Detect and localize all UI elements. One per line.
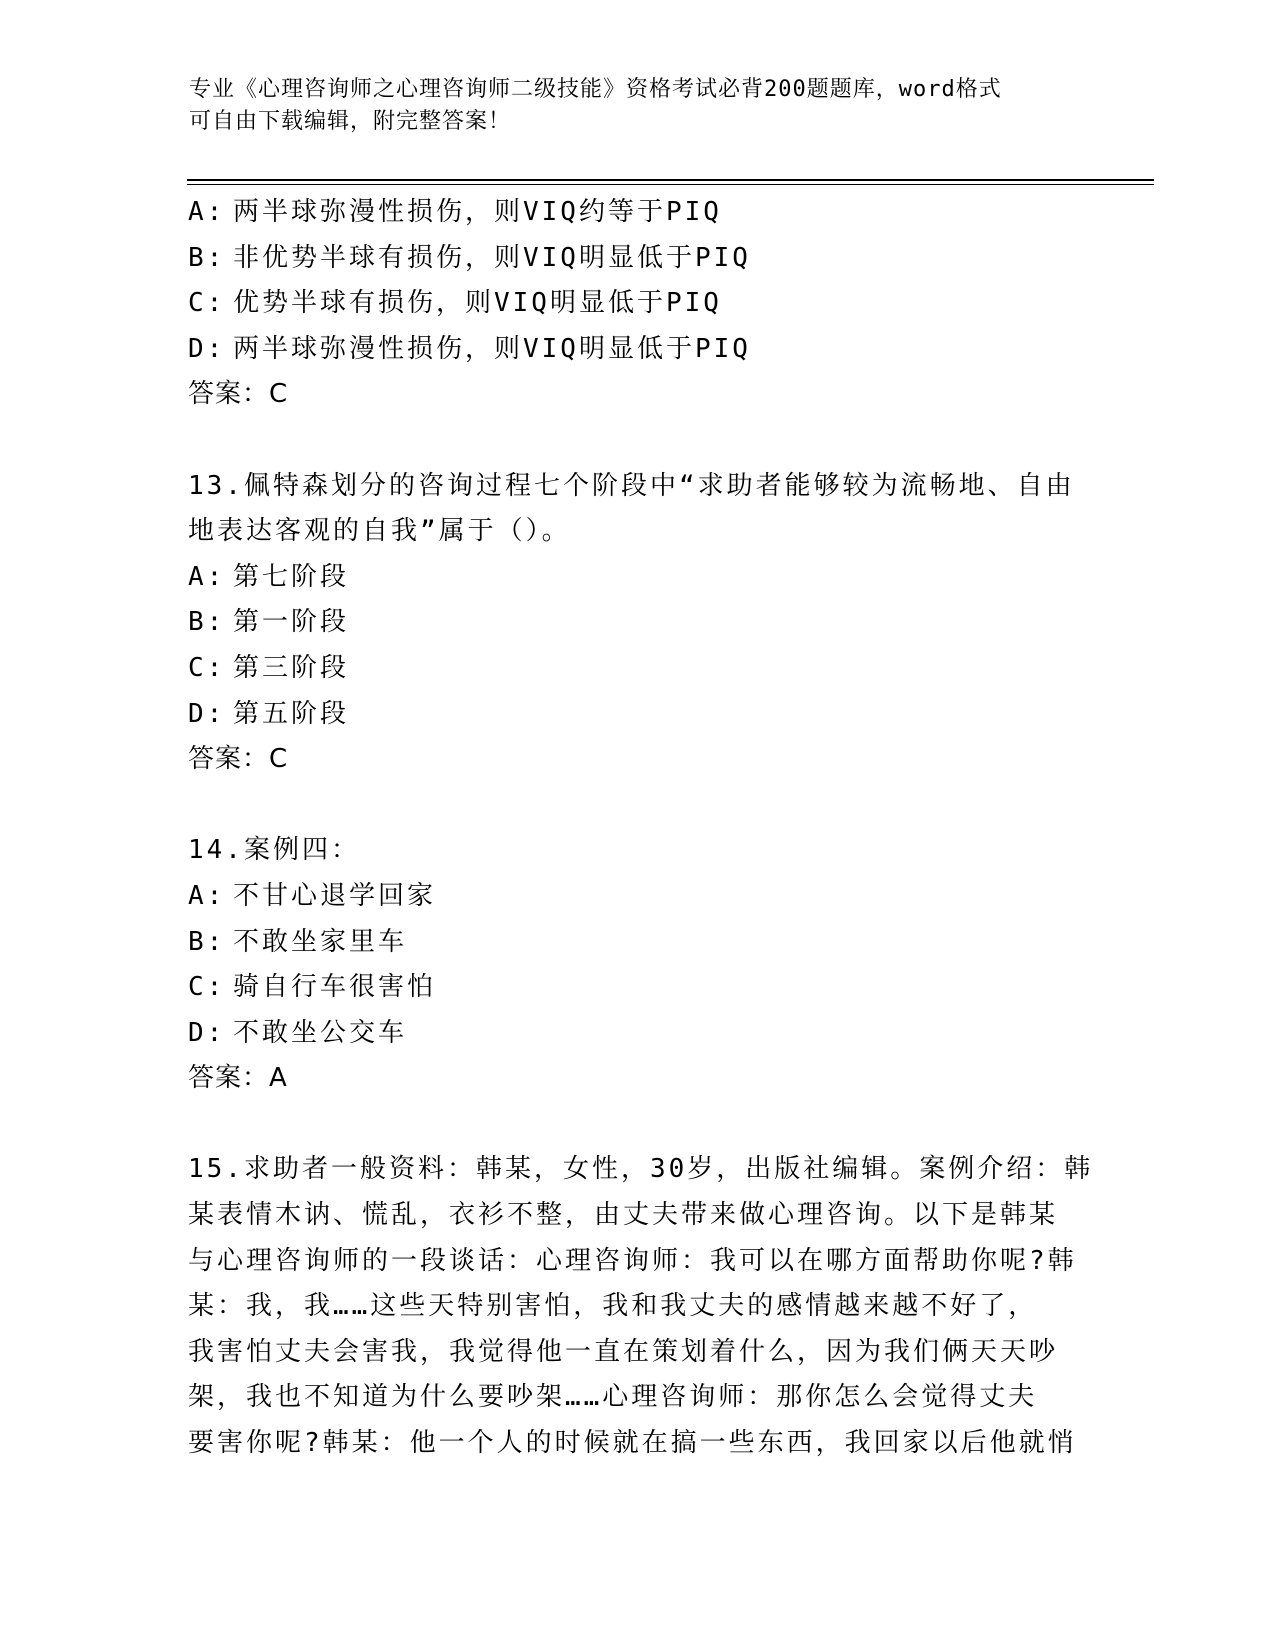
option-c	[188, 281, 1088, 327]
header-rule-thick	[187, 179, 1154, 181]
question-text-line: 我害怕丈夫会害我，我觉得他一直在策划着什么，因为我们俩天天吵	[188, 1336, 1059, 1367]
answer: 答案：C	[188, 744, 289, 775]
question-text-line: 要害你呢?韩某：他一个人的时候就在搞一些东西，我回家以后他就悄	[188, 1428, 1077, 1459]
spacer	[188, 783, 1088, 829]
option-label: C:	[188, 288, 226, 319]
spacer	[188, 418, 1088, 464]
option-text: 不甘心退学回家	[233, 880, 437, 911]
option-label: D:	[188, 698, 226, 729]
option-text: 不敢坐公交车	[233, 1017, 408, 1048]
option-text: 第五阶段	[233, 698, 350, 729]
question-text-line: 架，我也不知道为什么要吵架……心理咨询师：那你怎么会觉得丈夫	[188, 1382, 1038, 1413]
answer: 答案：A	[188, 1063, 288, 1094]
option-b	[188, 236, 1088, 282]
option-d	[188, 692, 1088, 738]
question-text-line: 某：我，我……这些天特别害怕，我和我丈夫的感情越来越不好了，	[188, 1291, 1038, 1322]
question-list	[188, 190, 1094, 1467]
question-text-line: 某表情木讷、慌乱，衣衫不整，由丈夫带来做心理咨询。以下是韩某	[188, 1200, 1059, 1231]
option-d	[188, 327, 1088, 373]
option-text: 非优势半球有损伤，则VIQ明显低于PIQ	[233, 242, 751, 273]
option-text: 优势半球有损伤，则VIQ明显低于PIQ	[233, 288, 722, 319]
option-text: 第三阶段	[233, 652, 350, 683]
question-text-line: 地表达客观的自我”属于（）。	[188, 516, 571, 547]
option-label: C:	[188, 972, 226, 1003]
question-text-line: 15.求助者一般资料：韩某，女性，30岁，出版社编辑。案例介绍：韩	[188, 1154, 1094, 1185]
option-b	[188, 920, 1088, 966]
option-label: D:	[188, 1017, 226, 1048]
option-label: C:	[188, 652, 226, 683]
option-label: A:	[188, 880, 226, 911]
option-text: 第一阶段	[233, 607, 350, 638]
question-text-line: 13.佩特森划分的咨询过程七个阶段中“求助者能够较为流畅地、自由	[188, 470, 1075, 501]
option-label: A:	[188, 561, 226, 592]
option-b	[188, 600, 1088, 646]
header-rule-thin	[187, 184, 1154, 185]
option-a	[188, 874, 1088, 920]
option-c	[188, 965, 1088, 1011]
option-label: B:	[188, 242, 226, 273]
header-line-2: 可自由下载编辑，附完整答案！	[189, 109, 512, 134]
option-a	[188, 190, 1088, 236]
question-15	[188, 1147, 1094, 1466]
option-a	[188, 555, 1088, 601]
option-text: 两半球弥漫性损伤，则VIQ明显低于PIQ	[233, 333, 751, 364]
question-14	[188, 828, 1088, 1102]
question-text-line: 14.案例四：	[188, 835, 360, 866]
option-label: A:	[188, 197, 226, 227]
document-header	[189, 74, 1069, 138]
option-text: 骑自行车很害怕	[233, 972, 437, 1003]
question-text-line: 与心理咨询师的一段谈话：心理咨询师：我可以在哪方面帮助你呢?韩	[188, 1245, 1077, 1276]
option-c	[188, 646, 1088, 692]
answer: 答案：C	[188, 379, 289, 410]
option-label: B:	[188, 607, 226, 638]
spacer	[188, 1102, 1088, 1148]
option-text: 不敢坐家里车	[233, 926, 408, 957]
question-12	[188, 190, 1088, 418]
option-label: B:	[188, 926, 226, 957]
question-13	[188, 464, 1088, 783]
option-d	[188, 1011, 1088, 1057]
option-label: D:	[188, 333, 226, 364]
header-line-1: 专业《心理咨询师之心理咨询师二级技能》资格考试必背200题题库，word格式	[189, 77, 1002, 102]
option-text: 两半球弥漫性损伤，则VIQ约等于PIQ	[233, 197, 722, 227]
option-text: 第七阶段	[233, 561, 350, 592]
